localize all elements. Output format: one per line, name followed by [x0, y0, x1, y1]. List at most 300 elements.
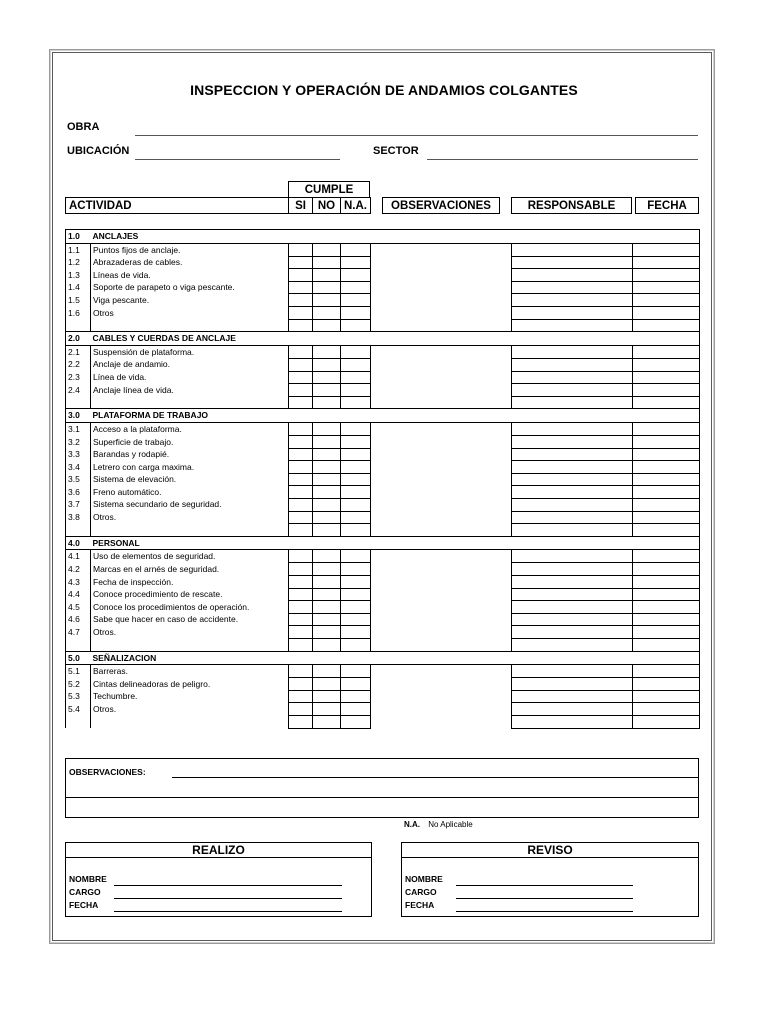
observaciones-cell[interactable] — [371, 269, 512, 282]
no-cell[interactable] — [313, 626, 341, 639]
observaciones-cell[interactable] — [371, 588, 512, 601]
fecha-cell[interactable] — [633, 473, 700, 486]
responsable-cell[interactable] — [512, 307, 633, 320]
observaciones-line-1 — [172, 777, 698, 778]
observaciones-header — [382, 197, 500, 214]
item-description: Otros — [91, 307, 289, 320]
na-cell[interactable] — [341, 243, 371, 256]
si-cell[interactable] — [289, 626, 313, 639]
observaciones-cell[interactable] — [371, 345, 512, 358]
fecha-cell[interactable] — [633, 639, 700, 652]
item-description: Freno automático. — [91, 486, 289, 499]
fecha-cell[interactable] — [633, 269, 700, 282]
item-number: 3.7 — [66, 498, 91, 511]
na-cell[interactable] — [341, 281, 371, 294]
obra-field-line[interactable] — [135, 135, 698, 136]
responsable-cell[interactable] — [512, 358, 633, 371]
na-cell[interactable] — [341, 473, 371, 486]
responsable-cell[interactable] — [512, 678, 633, 691]
si-cell[interactable] — [289, 358, 313, 371]
section-number: 3.0 — [66, 409, 91, 423]
na-cell[interactable] — [341, 294, 371, 307]
table-row — [66, 511, 700, 524]
observaciones-cell[interactable] — [371, 436, 512, 449]
na-cell[interactable] — [341, 690, 371, 703]
fecha-cell[interactable] — [633, 243, 700, 256]
responsable-cell[interactable] — [512, 601, 633, 614]
table-row — [66, 448, 700, 461]
observaciones-cell[interactable] — [371, 371, 512, 384]
realizo-nombre-line[interactable] — [114, 885, 342, 886]
si-cell[interactable] — [289, 319, 313, 332]
si-cell[interactable] — [289, 665, 313, 678]
no-cell[interactable] — [313, 396, 341, 409]
table-row — [66, 498, 700, 511]
item-description: Otros. — [91, 703, 289, 716]
no-cell[interactable] — [313, 639, 341, 652]
item-description: Fecha de inspección. — [91, 576, 289, 589]
si-header — [288, 197, 313, 214]
responsable-cell[interactable] — [512, 665, 633, 678]
na-cell[interactable] — [341, 371, 371, 384]
responsable-cell[interactable] — [512, 576, 633, 589]
no-cell[interactable] — [313, 576, 341, 589]
si-cell[interactable] — [289, 269, 313, 282]
na-cell[interactable] — [341, 436, 371, 449]
observaciones-cell[interactable] — [371, 690, 512, 703]
si-cell[interactable] — [289, 384, 313, 397]
item-description: Puntos fijos de anclaje. — [91, 243, 289, 256]
fecha-cell[interactable] — [633, 588, 700, 601]
no-cell[interactable] — [313, 461, 341, 474]
na-cell[interactable] — [341, 601, 371, 614]
fecha-header-label: FECHA — [647, 199, 687, 212]
si-cell[interactable] — [289, 294, 313, 307]
section-header-row — [66, 409, 700, 423]
observaciones-cell[interactable] — [371, 473, 512, 486]
na-header-label: N.A. — [344, 199, 367, 212]
si-cell[interactable] — [289, 448, 313, 461]
responsable-cell[interactable] — [512, 626, 633, 639]
responsable-cell[interactable] — [512, 243, 633, 256]
checklist-table — [65, 229, 700, 729]
no-cell[interactable] — [313, 358, 341, 371]
fecha-cell[interactable] — [633, 422, 700, 435]
observaciones-box[interactable] — [65, 758, 699, 818]
responsable-cell[interactable] — [512, 588, 633, 601]
item-description: Barreras. — [91, 665, 289, 678]
fecha-cell[interactable] — [633, 703, 700, 716]
si-cell[interactable] — [289, 243, 313, 256]
na-cell[interactable] — [341, 550, 371, 563]
item-number — [66, 639, 91, 652]
responsable-cell[interactable] — [512, 498, 633, 511]
responsable-cell[interactable] — [512, 422, 633, 435]
item-description: Conoce los procedimientos de operación. — [91, 601, 289, 614]
reviso-nombre-line[interactable] — [456, 885, 633, 886]
no-cell[interactable] — [313, 294, 341, 307]
fecha-cell[interactable] — [633, 319, 700, 332]
fecha-cell[interactable] — [633, 461, 700, 474]
si-cell[interactable] — [289, 703, 313, 716]
observaciones-cell[interactable] — [371, 626, 512, 639]
item-description: Líneas de vida. — [91, 269, 289, 282]
no-cell[interactable] — [313, 678, 341, 691]
no-cell[interactable] — [313, 256, 341, 269]
no-cell[interactable] — [313, 371, 341, 384]
item-description: Abrazaderas de cables. — [91, 256, 289, 269]
na-cell[interactable] — [341, 626, 371, 639]
item-number: 1.6 — [66, 307, 91, 320]
item-description — [91, 319, 289, 332]
responsable-cell[interactable] — [512, 384, 633, 397]
sector-field-line[interactable] — [427, 159, 698, 160]
fecha-cell[interactable] — [633, 576, 700, 589]
item-description — [91, 524, 289, 537]
cumple-header — [288, 181, 370, 198]
si-cell[interactable] — [289, 601, 313, 614]
no-cell[interactable] — [313, 601, 341, 614]
observaciones-cell[interactable] — [371, 576, 512, 589]
section-number: 5.0 — [66, 651, 91, 665]
item-description: Línea de vida. — [91, 371, 289, 384]
no-cell[interactable] — [313, 473, 341, 486]
na-cell[interactable] — [341, 678, 371, 691]
na-cell[interactable] — [341, 396, 371, 409]
item-number: 4.1 — [66, 550, 91, 563]
observaciones-cell[interactable] — [371, 601, 512, 614]
si-cell[interactable] — [289, 486, 313, 499]
fecha-cell[interactable] — [633, 498, 700, 511]
section-title: SEÑALIZACION — [91, 651, 700, 665]
responsable-cell[interactable] — [512, 639, 633, 652]
si-cell[interactable] — [289, 256, 313, 269]
realizo-cargo-line[interactable] — [114, 898, 342, 899]
item-description: Anclaje de andamio. — [91, 358, 289, 371]
responsable-cell[interactable] — [512, 550, 633, 563]
no-cell[interactable] — [313, 498, 341, 511]
observaciones-cell[interactable] — [371, 294, 512, 307]
si-cell[interactable] — [289, 639, 313, 652]
actividad-header — [65, 197, 289, 214]
section-title: PERSONAL — [91, 536, 700, 550]
item-number: 2.1 — [66, 345, 91, 358]
observaciones-cell[interactable] — [371, 384, 512, 397]
observaciones-cell[interactable] — [371, 396, 512, 409]
fecha-cell[interactable] — [633, 601, 700, 614]
no-cell[interactable] — [313, 613, 341, 626]
observaciones-cell[interactable] — [371, 256, 512, 269]
item-number: 3.1 — [66, 422, 91, 435]
table-row — [66, 703, 700, 716]
si-cell[interactable] — [289, 524, 313, 537]
ubicacion-label: UBICACIÓN — [67, 145, 130, 157]
fecha-cell[interactable] — [633, 563, 700, 576]
responsable-cell[interactable] — [512, 473, 633, 486]
na-cell[interactable] — [341, 358, 371, 371]
si-cell[interactable] — [289, 422, 313, 435]
si-cell[interactable] — [289, 396, 313, 409]
section-number: 2.0 — [66, 332, 91, 346]
responsable-cell[interactable] — [512, 563, 633, 576]
observaciones-cell[interactable] — [371, 358, 512, 371]
na-cell[interactable] — [341, 319, 371, 332]
na-cell[interactable] — [341, 639, 371, 652]
no-cell[interactable] — [313, 665, 341, 678]
no-cell[interactable] — [313, 307, 341, 320]
fecha-cell[interactable] — [633, 256, 700, 269]
form-title: INSPECCION Y OPERACIÓN DE ANDAMIOS COLGANTES — [190, 82, 578, 98]
responsable-cell[interactable] — [512, 256, 633, 269]
observaciones-cell[interactable] — [371, 716, 512, 729]
na-cell[interactable] — [341, 256, 371, 269]
responsable-header — [511, 197, 632, 214]
si-cell[interactable] — [289, 563, 313, 576]
ubicacion-field-line[interactable] — [135, 159, 340, 160]
fecha-cell[interactable] — [633, 358, 700, 371]
si-cell[interactable] — [289, 371, 313, 384]
item-number: 1.1 — [66, 243, 91, 256]
observaciones-cell[interactable] — [371, 422, 512, 435]
no-cell[interactable] — [313, 345, 341, 358]
observaciones-cell[interactable] — [371, 665, 512, 678]
na-note — [404, 820, 473, 829]
section-title: CABLES Y CUERDAS DE ANCLAJE — [91, 332, 700, 346]
item-number: 3.2 — [66, 436, 91, 449]
reviso-nombre-label: NOMBRE — [405, 874, 443, 884]
observaciones-cell[interactable] — [371, 243, 512, 256]
observaciones-cell[interactable] — [371, 639, 512, 652]
fecha-cell[interactable] — [633, 678, 700, 691]
fecha-cell[interactable] — [633, 371, 700, 384]
no-cell[interactable] — [313, 448, 341, 461]
na-cell[interactable] — [341, 524, 371, 537]
na-cell[interactable] — [341, 269, 371, 282]
no-cell[interactable] — [313, 511, 341, 524]
na-cell[interactable] — [341, 703, 371, 716]
table-row — [66, 422, 700, 435]
na-cell[interactable] — [341, 613, 371, 626]
table-row — [66, 524, 700, 537]
no-cell[interactable] — [313, 550, 341, 563]
item-number — [66, 319, 91, 332]
fecha-cell[interactable] — [633, 396, 700, 409]
observaciones-cell[interactable] — [371, 563, 512, 576]
na-cell[interactable] — [341, 511, 371, 524]
fecha-cell[interactable] — [633, 486, 700, 499]
section-title: ANCLAJES — [91, 230, 700, 244]
si-cell[interactable] — [289, 716, 313, 729]
responsable-cell[interactable] — [512, 294, 633, 307]
responsable-cell[interactable] — [512, 690, 633, 703]
section-header-row — [66, 536, 700, 550]
observaciones-cell[interactable] — [371, 703, 512, 716]
section-header-row — [66, 332, 700, 346]
table-row — [66, 639, 700, 652]
responsable-cell[interactable] — [512, 511, 633, 524]
responsable-cell[interactable] — [512, 703, 633, 716]
si-cell[interactable] — [289, 307, 313, 320]
responsable-cell[interactable] — [512, 436, 633, 449]
si-cell[interactable] — [289, 550, 313, 563]
cumple-header-label: CUMPLE — [304, 183, 354, 196]
no-cell[interactable] — [313, 486, 341, 499]
observaciones-cell[interactable] — [371, 461, 512, 474]
fecha-cell[interactable] — [633, 511, 700, 524]
observaciones-cell[interactable] — [371, 319, 512, 332]
table-row — [66, 601, 700, 614]
no-cell[interactable] — [313, 243, 341, 256]
fecha-cell[interactable] — [633, 550, 700, 563]
na-cell[interactable] — [341, 486, 371, 499]
observaciones-cell[interactable] — [371, 307, 512, 320]
na-cell[interactable] — [341, 665, 371, 678]
responsable-cell[interactable] — [512, 448, 633, 461]
item-number: 2.3 — [66, 371, 91, 384]
table-row — [66, 281, 700, 294]
observaciones-cell[interactable] — [371, 448, 512, 461]
na-cell[interactable] — [341, 384, 371, 397]
no-cell[interactable] — [313, 703, 341, 716]
table-row — [66, 307, 700, 320]
fecha-cell[interactable] — [633, 626, 700, 639]
si-cell[interactable] — [289, 473, 313, 486]
item-number: 1.3 — [66, 269, 91, 282]
si-cell[interactable] — [289, 678, 313, 691]
table-row — [66, 576, 700, 589]
observaciones-line-2 — [66, 797, 698, 798]
na-cell[interactable] — [341, 448, 371, 461]
responsable-cell[interactable] — [512, 486, 633, 499]
fecha-cell[interactable] — [633, 665, 700, 678]
si-cell[interactable] — [289, 498, 313, 511]
na-cell[interactable] — [341, 345, 371, 358]
no-cell[interactable] — [313, 422, 341, 435]
na-cell[interactable] — [341, 588, 371, 601]
na-cell[interactable] — [341, 461, 371, 474]
si-cell[interactable] — [289, 613, 313, 626]
si-cell[interactable] — [289, 345, 313, 358]
item-number: 4.5 — [66, 601, 91, 614]
section-number: 1.0 — [66, 230, 91, 244]
no-cell[interactable] — [313, 319, 341, 332]
si-cell[interactable] — [289, 436, 313, 449]
no-cell[interactable] — [313, 716, 341, 729]
observaciones-cell[interactable] — [371, 511, 512, 524]
realizo-cargo-label: CARGO — [69, 887, 101, 897]
item-number — [66, 524, 91, 537]
si-cell[interactable] — [289, 576, 313, 589]
responsable-cell[interactable] — [512, 461, 633, 474]
table-row — [66, 588, 700, 601]
responsable-cell[interactable] — [512, 371, 633, 384]
reviso-fecha-line[interactable] — [456, 911, 633, 912]
section-header-row — [66, 651, 700, 665]
fecha-cell[interactable] — [633, 690, 700, 703]
fecha-cell[interactable] — [633, 436, 700, 449]
na-cell[interactable] — [341, 563, 371, 576]
no-cell[interactable] — [313, 384, 341, 397]
item-description: Suspensión de plataforma. — [91, 345, 289, 358]
observaciones-cell[interactable] — [371, 524, 512, 537]
responsable-cell[interactable] — [512, 396, 633, 409]
na-cell[interactable] — [341, 422, 371, 435]
si-header-label: SI — [295, 199, 306, 212]
responsable-cell[interactable] — [512, 319, 633, 332]
no-cell[interactable] — [313, 690, 341, 703]
no-cell[interactable] — [313, 269, 341, 282]
item-description: Sabe que hacer en caso de accidente. — [91, 613, 289, 626]
si-cell[interactable] — [289, 281, 313, 294]
item-number: 4.3 — [66, 576, 91, 589]
reviso-cargo-line[interactable] — [456, 898, 633, 899]
si-cell[interactable] — [289, 690, 313, 703]
realizo-fecha-line[interactable] — [114, 911, 342, 912]
item-number: 3.5 — [66, 473, 91, 486]
item-description: Soporte de parapeto o viga pescante. — [91, 281, 289, 294]
item-number: 4.2 — [66, 563, 91, 576]
no-cell[interactable] — [313, 281, 341, 294]
fecha-cell[interactable] — [633, 448, 700, 461]
observaciones-cell[interactable] — [371, 678, 512, 691]
realizo-nombre-label: NOMBRE — [69, 874, 107, 884]
fecha-cell[interactable] — [633, 613, 700, 626]
item-number: 2.2 — [66, 358, 91, 371]
item-number: 1.5 — [66, 294, 91, 307]
observaciones-cell[interactable] — [371, 486, 512, 499]
fecha-cell[interactable] — [633, 307, 700, 320]
fecha-cell[interactable] — [633, 294, 700, 307]
si-cell[interactable] — [289, 511, 313, 524]
responsable-cell[interactable] — [512, 524, 633, 537]
no-cell[interactable] — [313, 588, 341, 601]
responsable-cell[interactable] — [512, 281, 633, 294]
realizo-fecha-label: FECHA — [69, 900, 99, 910]
no-cell[interactable] — [313, 436, 341, 449]
si-cell[interactable] — [289, 461, 313, 474]
table-row — [66, 461, 700, 474]
item-number: 3.8 — [66, 511, 91, 524]
item-description: Cintas delineadoras de peligro. — [91, 678, 289, 691]
fecha-cell[interactable] — [633, 345, 700, 358]
item-description: Otros. — [91, 511, 289, 524]
observaciones-cell[interactable] — [371, 281, 512, 294]
na-cell[interactable] — [341, 576, 371, 589]
observaciones-cell[interactable] — [371, 550, 512, 563]
na-cell[interactable] — [341, 307, 371, 320]
responsable-cell[interactable] — [512, 716, 633, 729]
responsable-cell[interactable] — [512, 613, 633, 626]
no-cell[interactable] — [313, 524, 341, 537]
no-cell[interactable] — [313, 563, 341, 576]
fecha-cell[interactable] — [633, 716, 700, 729]
responsable-cell[interactable] — [512, 269, 633, 282]
table-row — [66, 690, 700, 703]
table-row — [66, 613, 700, 626]
reviso-title: REVISO — [402, 843, 698, 858]
fecha-cell[interactable] — [633, 384, 700, 397]
responsable-cell[interactable] — [512, 345, 633, 358]
na-cell[interactable] — [341, 716, 371, 729]
si-cell[interactable] — [289, 588, 313, 601]
observaciones-cell[interactable] — [371, 613, 512, 626]
na-header — [340, 197, 371, 214]
observaciones-cell[interactable] — [371, 498, 512, 511]
reviso-box — [401, 842, 699, 917]
fecha-cell[interactable] — [633, 281, 700, 294]
fecha-cell[interactable] — [633, 524, 700, 537]
na-cell[interactable] — [341, 498, 371, 511]
